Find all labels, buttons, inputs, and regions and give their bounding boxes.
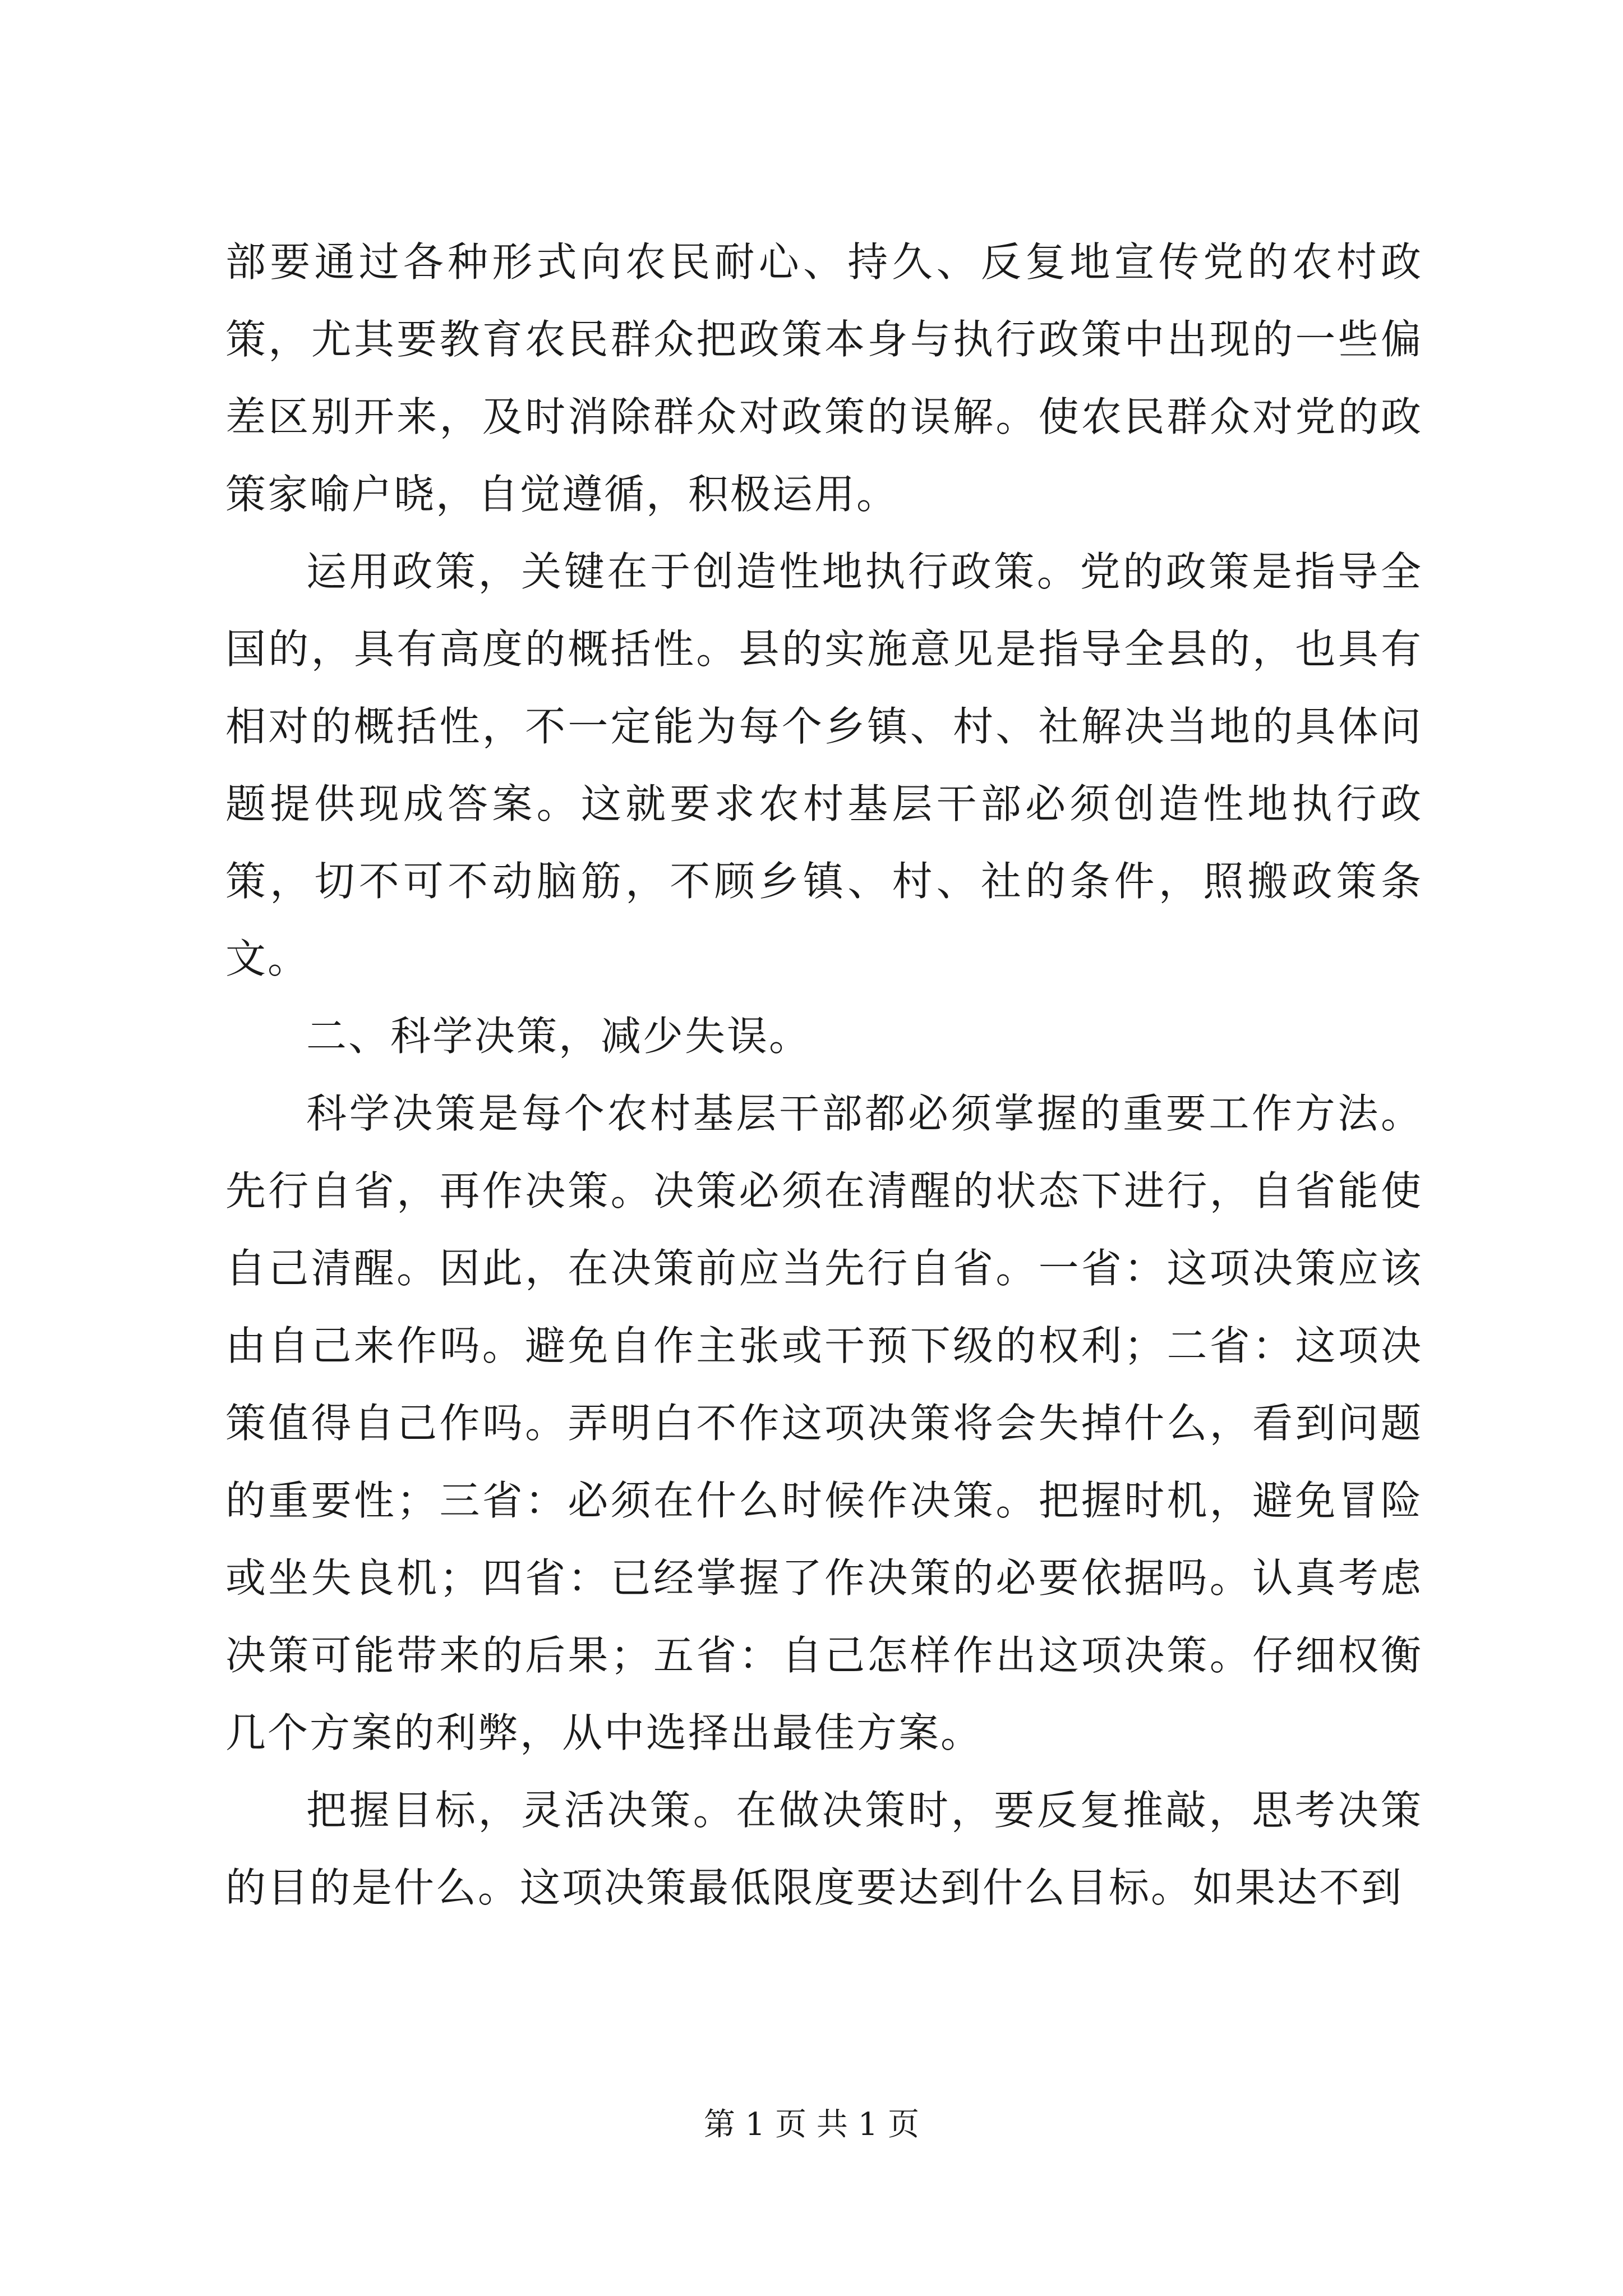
paragraph-continuation: 部要通过各种形式向农民耐心、持久、反复地宣传党的农村政策，尤其要教育农民群众把政策本身与执行政策中出现的一些偏差区别开来，及时消除群众对政策的误解。使农民群众对党的政策家喻户晓，自觉遵循，积极运用。	[225, 238, 1423, 518]
page-footer: 第 1 页 共 1 页	[703, 2106, 920, 2143]
paragraph-policy-application: 运用政策，关键在于创造性地执行政策。党的政策是指导全国的，具有高度的概括性。县的实施意见是指导全县的，也具有相对的概括性，不一定能为每个乡镇、村、社解决当地的具体问题提供现成答案。这就要求农村基层干部必须创造性地执行政策，切不可不动脑筋，不顾乡镇、村、社的条件，照搬政策条文。	[225, 548, 1423, 982]
paragraph-goal-decision: 把握目标，灵活决策。在做决策时，要反复推敲，思考决策的目的是什么。这项决策最低限度要达到什么目标。如果达不到	[225, 1787, 1423, 1911]
paragraph-self-reflection: 科学决策是每个农村基层干部都必须掌握的重要工作方法。先行自省，再作决策。决策必须在清醒的状态下进行，自省能使自己清醒。因此，在决策前应当先行自省。一省：这项决策应该由自己来作吗。避免自作主张或干预下级的权利；二省：这项决策值得自己作吗。弄明白不作这项决策将会失掉什么，看到问题的重要性；三省：必须在什么时候作决策。把握时机，避免冒险或坐失良机；四省：已经掌握了作决策的必要依据吗。认真考虑决策可能带来的后果；五省：自己怎样作出这项决策。仔细权衡几个方案的利弊，从中选择出最佳方案。	[225, 1090, 1423, 1756]
document-body	[225, 223, 1423, 1926]
section-heading-scientific-decision: 二、科学决策，减少失误。	[306, 1013, 811, 1060]
